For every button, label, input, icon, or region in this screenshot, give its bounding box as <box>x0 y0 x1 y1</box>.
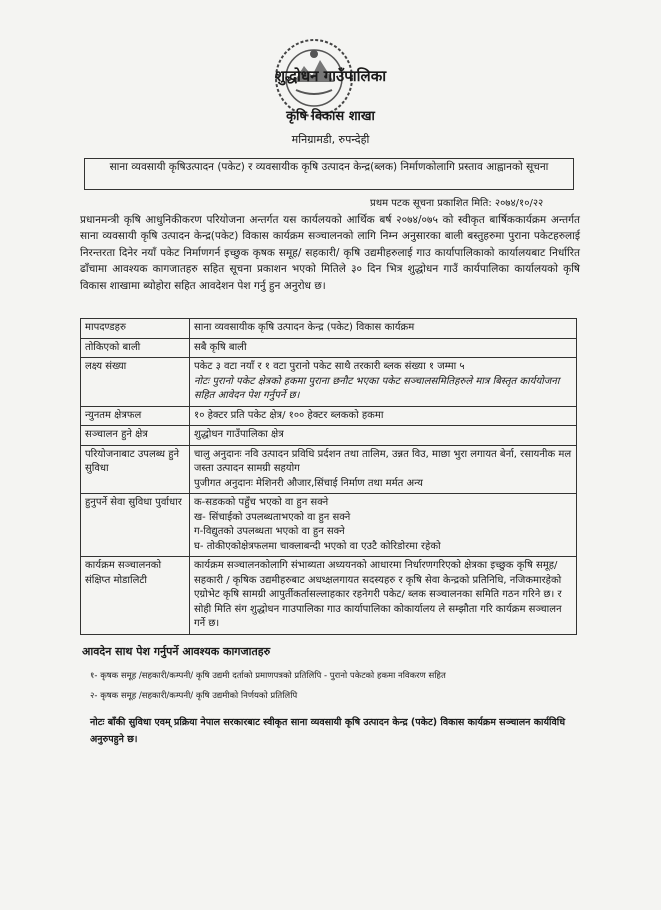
row-value: सबै कृषि बाली <box>190 338 577 358</box>
table-row <box>81 445 577 494</box>
publication-date: प्रथम पटक सूचना प्रकाशित मिति: २०७४/१०/२२ <box>370 198 544 209</box>
table-row <box>81 494 577 557</box>
table-row <box>81 426 577 446</box>
document-item: १- कृषक समूह /सहकारी/कम्पनी/ कृषि उद्यमी दर्ताको प्रमाणपत्रको प्रतिलिपि - पुरानो पकेटको हकमा नविकरण सहित <box>90 671 446 681</box>
row-key: लक्ष्य संख्या <box>81 358 190 407</box>
row-value <box>190 445 577 494</box>
document-item: २- कृषक समूह /सहकारी/कम्पनी/ कृषि उद्यमीको निर्णयको प्रतिलिपि <box>90 691 298 701</box>
final-note: नोटः बाँकी सुविधा एवम् प्रक्रिया नेपाल सरकारबाट स्वीकृत साना व्यवसायी कृषि उत्पादन केन्द्र (पकेट) विकास कार्यक्रम सञ्चालन कार्यविधि अनुरुपहुने छ। <box>90 717 566 745</box>
office-name: शुद्धोधन गाउँपालिका <box>274 67 387 85</box>
row-key: कार्यक्रम सञ्चालनको संक्षिप्त मोडालिटी <box>81 557 190 635</box>
row-value <box>190 494 577 557</box>
row-key: हुनुपर्ने सेवा सुविधा पुर्वाधार <box>81 494 190 557</box>
branch-name: कृषि विकास शाखा <box>286 109 375 124</box>
row-value: कार्यक्रम सञ्चालनकोलागि संभाब्यता अध्ययनको आधारमा निर्धारणगरिएको क्षेत्रका इच्छुक कृषि समूह/ सहकारी / कृषिक उद्यमीहरुबाट अधध्क्षलगायत सदस्यहरु र कृषि सेवा केन्द्रको प्रतिनिधि, नजिकमारहेको एग्रोभेट कृषि सामग्री आपुर्तीकर्तासल्लाहकार रहनेगरी पकेट/ ब्लक सञ्चालनका समिति गठन गरिने छ। र सोही मिति संग शुद्धोधन गाउपालिका गाउ कार्यापालिका कोकार्यालय ले सम्झौता गरि कार्यक्रम सञ्चालन गर्ने छ। <box>190 557 577 635</box>
row-key: न्युनतम क्षेत्रफल <box>81 406 190 426</box>
row-key: तोकिएको बाली <box>81 338 190 358</box>
row-key: मापदण्डहरु <box>81 319 190 339</box>
office-location: मनिग्रामडी, रुपन्देही <box>291 133 370 146</box>
value-line: घ- तोकीएकोक्षेत्रफलमा चाक्लाबन्दी भएको वा एउटै कोरिडोरमा रहेको <box>194 540 441 552</box>
table-row <box>81 319 577 339</box>
target-count: पकेट ३ वटा नयाँ र १ वटा पुरानो पकेट साथै तरकारी ब्लक संख्या १ जम्मा ५ <box>194 361 465 372</box>
documents-heading: आवदेन साथ पेश गर्नुपर्ने आवश्यक कागजातहरु <box>82 645 271 658</box>
table-row <box>81 338 577 358</box>
table-row <box>81 406 577 426</box>
criteria-table <box>80 318 577 635</box>
value-line: चालु अनुदानः नवि उत्पादन प्रविधि प्रर्दशन तथा तालिम, उन्नत विउ, माछा भुरा लगायत बेर्ना, रसायनीक मल जस्ता उत्पादन सामग्री सहयोग <box>194 448 572 474</box>
target-note: नोटः पुरानो पकेट क्षेत्रको हकमा पुराना छनौट भएका पकेट सञ्चालसमितिहरुले मात्र बिस्तृत कार्ययोजना सहित आवेदन पेश गर्नुपर्ने छ। <box>194 375 560 401</box>
row-value: १० हेक्टर प्रति पकेट क्षेत्र/ १०० हेक्टर ब्लकको हकमा <box>190 406 577 426</box>
row-key: परियोजनाबाट उपलब्ध हुने सुविधा <box>81 445 190 494</box>
row-value: शुद्धोधन गाउँपालिका क्षेत्र <box>190 426 577 446</box>
row-value <box>190 358 577 407</box>
value-line: ग-विद्युतको उपलब्धता भएको वा हुन सक्ने <box>194 526 345 537</box>
value-line: ख- सिंचाईको उपलब्धताभएको वा हुन सक्ने <box>194 511 351 523</box>
row-key: सञ्चालन हुने क्षेत्र <box>81 426 190 446</box>
intro-paragraph: प्रधानमन्त्री कृषि आधुनिकीकरण परियोजना अन्तर्गत यस कार्यलयको आर्थिक बर्ष २०७४/०७५ को स्वीकृत बार्षिककार्यक्रम अन्तर्गत साना व्यवसायी कृषि उत्पादन केन्द्र(पकेट) विकास कार्यक्रम सञ्चालनको लागि निम्न अनुसारका बाली बस्तुहरुमा पुराना पकेटहरुलाई निरन्तरता दिनेर नयाँ पकेट निर्माणगर्न इच्छुक कृषक समूह/ सहकारी/ कृषि उद्यमीहरुलाई गाउ कार्यापालिकाको कार्यालयबाट निर्धारित ढाँचामा आवश्यक कागजातहरु सहित सूचना प्रकाशन भएको मितिले ३० दिन भित्र शुद्धोधन गाउँ कार्यपालिका कार्यालयको कृषि विकास शाखामा ब्योहोरा सहित आवदेशन पेश गर्नु हुन अनुरोध छ। <box>80 214 580 292</box>
value-line: पुजीगत अनुदानः मेशिनरी औजार,सिंचाई निर्माण तथा मर्मत अन्य <box>194 477 423 489</box>
row-value: साना व्यवसायीक कृषि उत्पादन केन्द्र (पकेट) विकास कार्यक्रम <box>190 319 577 339</box>
table-row <box>81 557 577 635</box>
notice-title: साना व्यवसायी कृषिउत्पादन (पकेट) र व्यवसायीक कृषि उत्पादन केन्द्र(ब्लक) निर्माणकोलागि प्रस्ताव आह्वानको सूचना <box>84 158 574 190</box>
value-line: क-सडकको पहुँच भएको वा हुन सक्ने <box>194 497 329 508</box>
table-row <box>81 358 577 407</box>
